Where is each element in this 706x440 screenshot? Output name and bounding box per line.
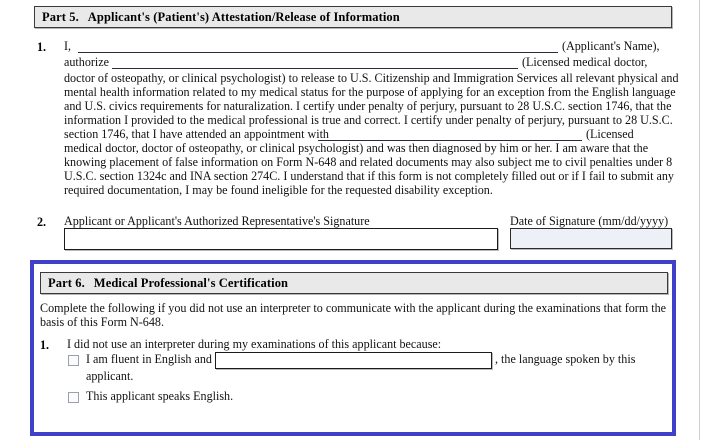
authorize-label: authorize: [64, 55, 109, 69]
part6-intro-line-2: basis of this Form N-648.: [40, 315, 164, 329]
page-right-edge: [699, 0, 706, 440]
part6-item1-prompt: I did not use an interpreter during my examinations of this applicant because:: [67, 337, 442, 351]
checkbox-fluent-in-english[interactable]: [68, 355, 79, 366]
part5-item1-lead: I,: [64, 39, 72, 53]
option-applicant-speaks-english-label: This applicant speaks English.: [86, 389, 234, 403]
part6-header-bar: [40, 272, 668, 294]
option-fluent-in-english-suffix: , the language spoken by this: [495, 352, 636, 366]
part5-body-line-9: required documentation, I may be found ineligible for the requested disability exception.: [64, 183, 493, 197]
part5-body-line-5-pre: section 1746, that I have attended an appointment with: [64, 127, 329, 141]
part5-body-line-3: and U.S. civics requirements for naturalization. I certify under penalty of perjury, pursuant to 28 U.S.C. section 1746, that the: [64, 99, 672, 113]
licensed-professional-field[interactable]: [112, 68, 518, 69]
signature-label: Applicant or Applicant's Authorized Representative's Signature: [64, 214, 370, 228]
part5-item1-number: 1.: [37, 40, 47, 54]
part6-header-number: Part 6.: [48, 275, 85, 290]
part5-header-bar: [34, 6, 672, 28]
part5-body-line-8: U.S.C. section 1324c and INA section 274C. I understand that if this form is not completely filled out or if I fail to submit any: [64, 169, 674, 183]
applicant-name-caption: (Applicant's Name),: [562, 39, 660, 53]
part5-body-line-1: doctor of osteopathy, or clinical psychologist) to release to U.S. Citizenship and Immigration Services all relevant physical and: [64, 71, 679, 85]
part5-item2-number: 2.: [37, 215, 47, 229]
part6-header-title: Medical Professional's Certification: [93, 275, 289, 290]
checkbox-applicant-speaks-english[interactable]: [68, 392, 79, 403]
part5-header-title: Applicant's (Patient's) Attestation/Release of Information: [87, 9, 400, 24]
part6-intro-line-1: Complete the following if you did not use an interpreter to communicate with the applicant during the examinations that form the: [40, 301, 667, 315]
part6-item1-number: 1.: [40, 338, 50, 352]
part5-header-number: Part 5.: [42, 9, 79, 24]
signature-input[interactable]: [64, 228, 498, 250]
part5-body-line-4: information I provided to the medical professional is true and correct. I certify under penalty of perjury, pursuant to 28 U.S.C.: [64, 113, 673, 127]
date-of-signature-label: Date of Signature (mm/dd/yyyy): [510, 214, 669, 228]
part5-body-line-7: knowing placement of false information on Form N-648 and related documents may also subject me to civil penalties under 8: [64, 155, 673, 169]
applicant-name-field[interactable]: [78, 52, 558, 53]
part5-body-line-5-post: (Licensed: [586, 127, 634, 141]
date-of-signature-input[interactable]: [510, 228, 672, 249]
language-input[interactable]: [215, 352, 492, 369]
option-fluent-in-english-label: I am fluent in English and: [86, 352, 212, 366]
part5-body-line-6: medical doctor, doctor of osteopathy, or clinical psychologist) and was then diagnosed by him or her. I am aware that the: [64, 141, 649, 155]
licensed-medical-doctor-caption: (Licensed medical doctor,: [522, 55, 648, 69]
option-fluent-in-english-wrap: applicant.: [86, 369, 134, 383]
part5-body-line-2: mental health information related to my medical status for the purpose of applying for an exception from the English language: [64, 85, 676, 99]
